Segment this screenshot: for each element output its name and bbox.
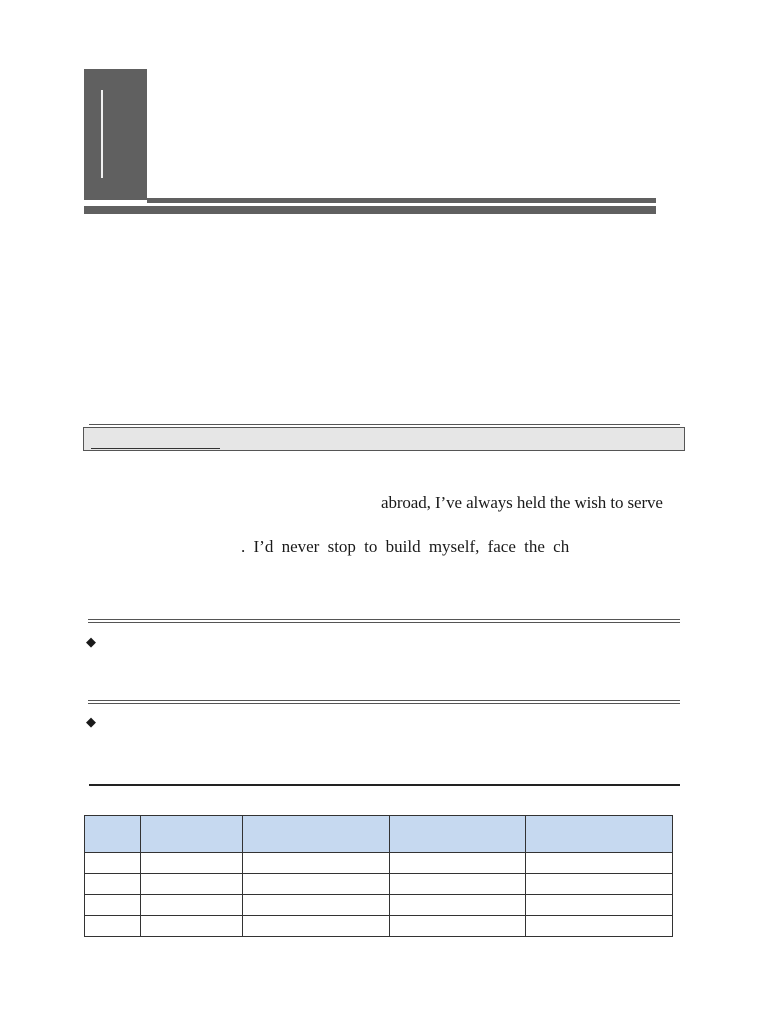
header-rule-thin xyxy=(147,198,656,203)
table-cell xyxy=(85,916,141,937)
table-header-row xyxy=(85,816,673,853)
table-cell xyxy=(85,853,141,874)
table-cell xyxy=(141,895,243,916)
table-row xyxy=(85,874,673,895)
table-cell xyxy=(141,853,243,874)
table-cell xyxy=(390,853,526,874)
section-header-underline xyxy=(91,448,220,449)
table-cell xyxy=(243,853,390,874)
table-cell xyxy=(141,916,243,937)
table-cell xyxy=(526,916,673,937)
header-rule-thick xyxy=(84,206,656,214)
section-rule-2 xyxy=(88,700,680,704)
section-band-topline xyxy=(89,424,680,425)
table-header-cell xyxy=(85,816,141,853)
paragraph-line-2: . I’d never stop to build myself, face the ch xyxy=(241,537,570,556)
table-cell xyxy=(141,874,243,895)
bullet-diamond-icon: ◆ xyxy=(86,715,96,730)
table-header-cell xyxy=(390,816,526,853)
section-rule-3 xyxy=(89,784,680,786)
table-row xyxy=(85,853,673,874)
table-cell xyxy=(243,874,390,895)
table-cell xyxy=(390,916,526,937)
table-cell xyxy=(243,916,390,937)
paragraph-line-1: abroad, I’ve always held the wish to serve xyxy=(381,493,663,512)
table-cell xyxy=(526,895,673,916)
table-cell xyxy=(243,895,390,916)
table-row xyxy=(85,916,673,937)
table-cell xyxy=(85,874,141,895)
table-cell xyxy=(390,895,526,916)
bullet-diamond-icon: ◆ xyxy=(86,635,96,650)
table-cell xyxy=(85,895,141,916)
data-table xyxy=(84,815,673,937)
header-decor-block xyxy=(84,69,147,200)
table-header-cell xyxy=(141,816,243,853)
table-header-cell xyxy=(526,816,673,853)
section-rule-1 xyxy=(88,619,680,623)
table-cell xyxy=(526,874,673,895)
table-cell xyxy=(526,853,673,874)
table-header-cell xyxy=(243,816,390,853)
table-cell xyxy=(390,874,526,895)
table-row xyxy=(85,895,673,916)
header-decor-line xyxy=(101,90,103,178)
